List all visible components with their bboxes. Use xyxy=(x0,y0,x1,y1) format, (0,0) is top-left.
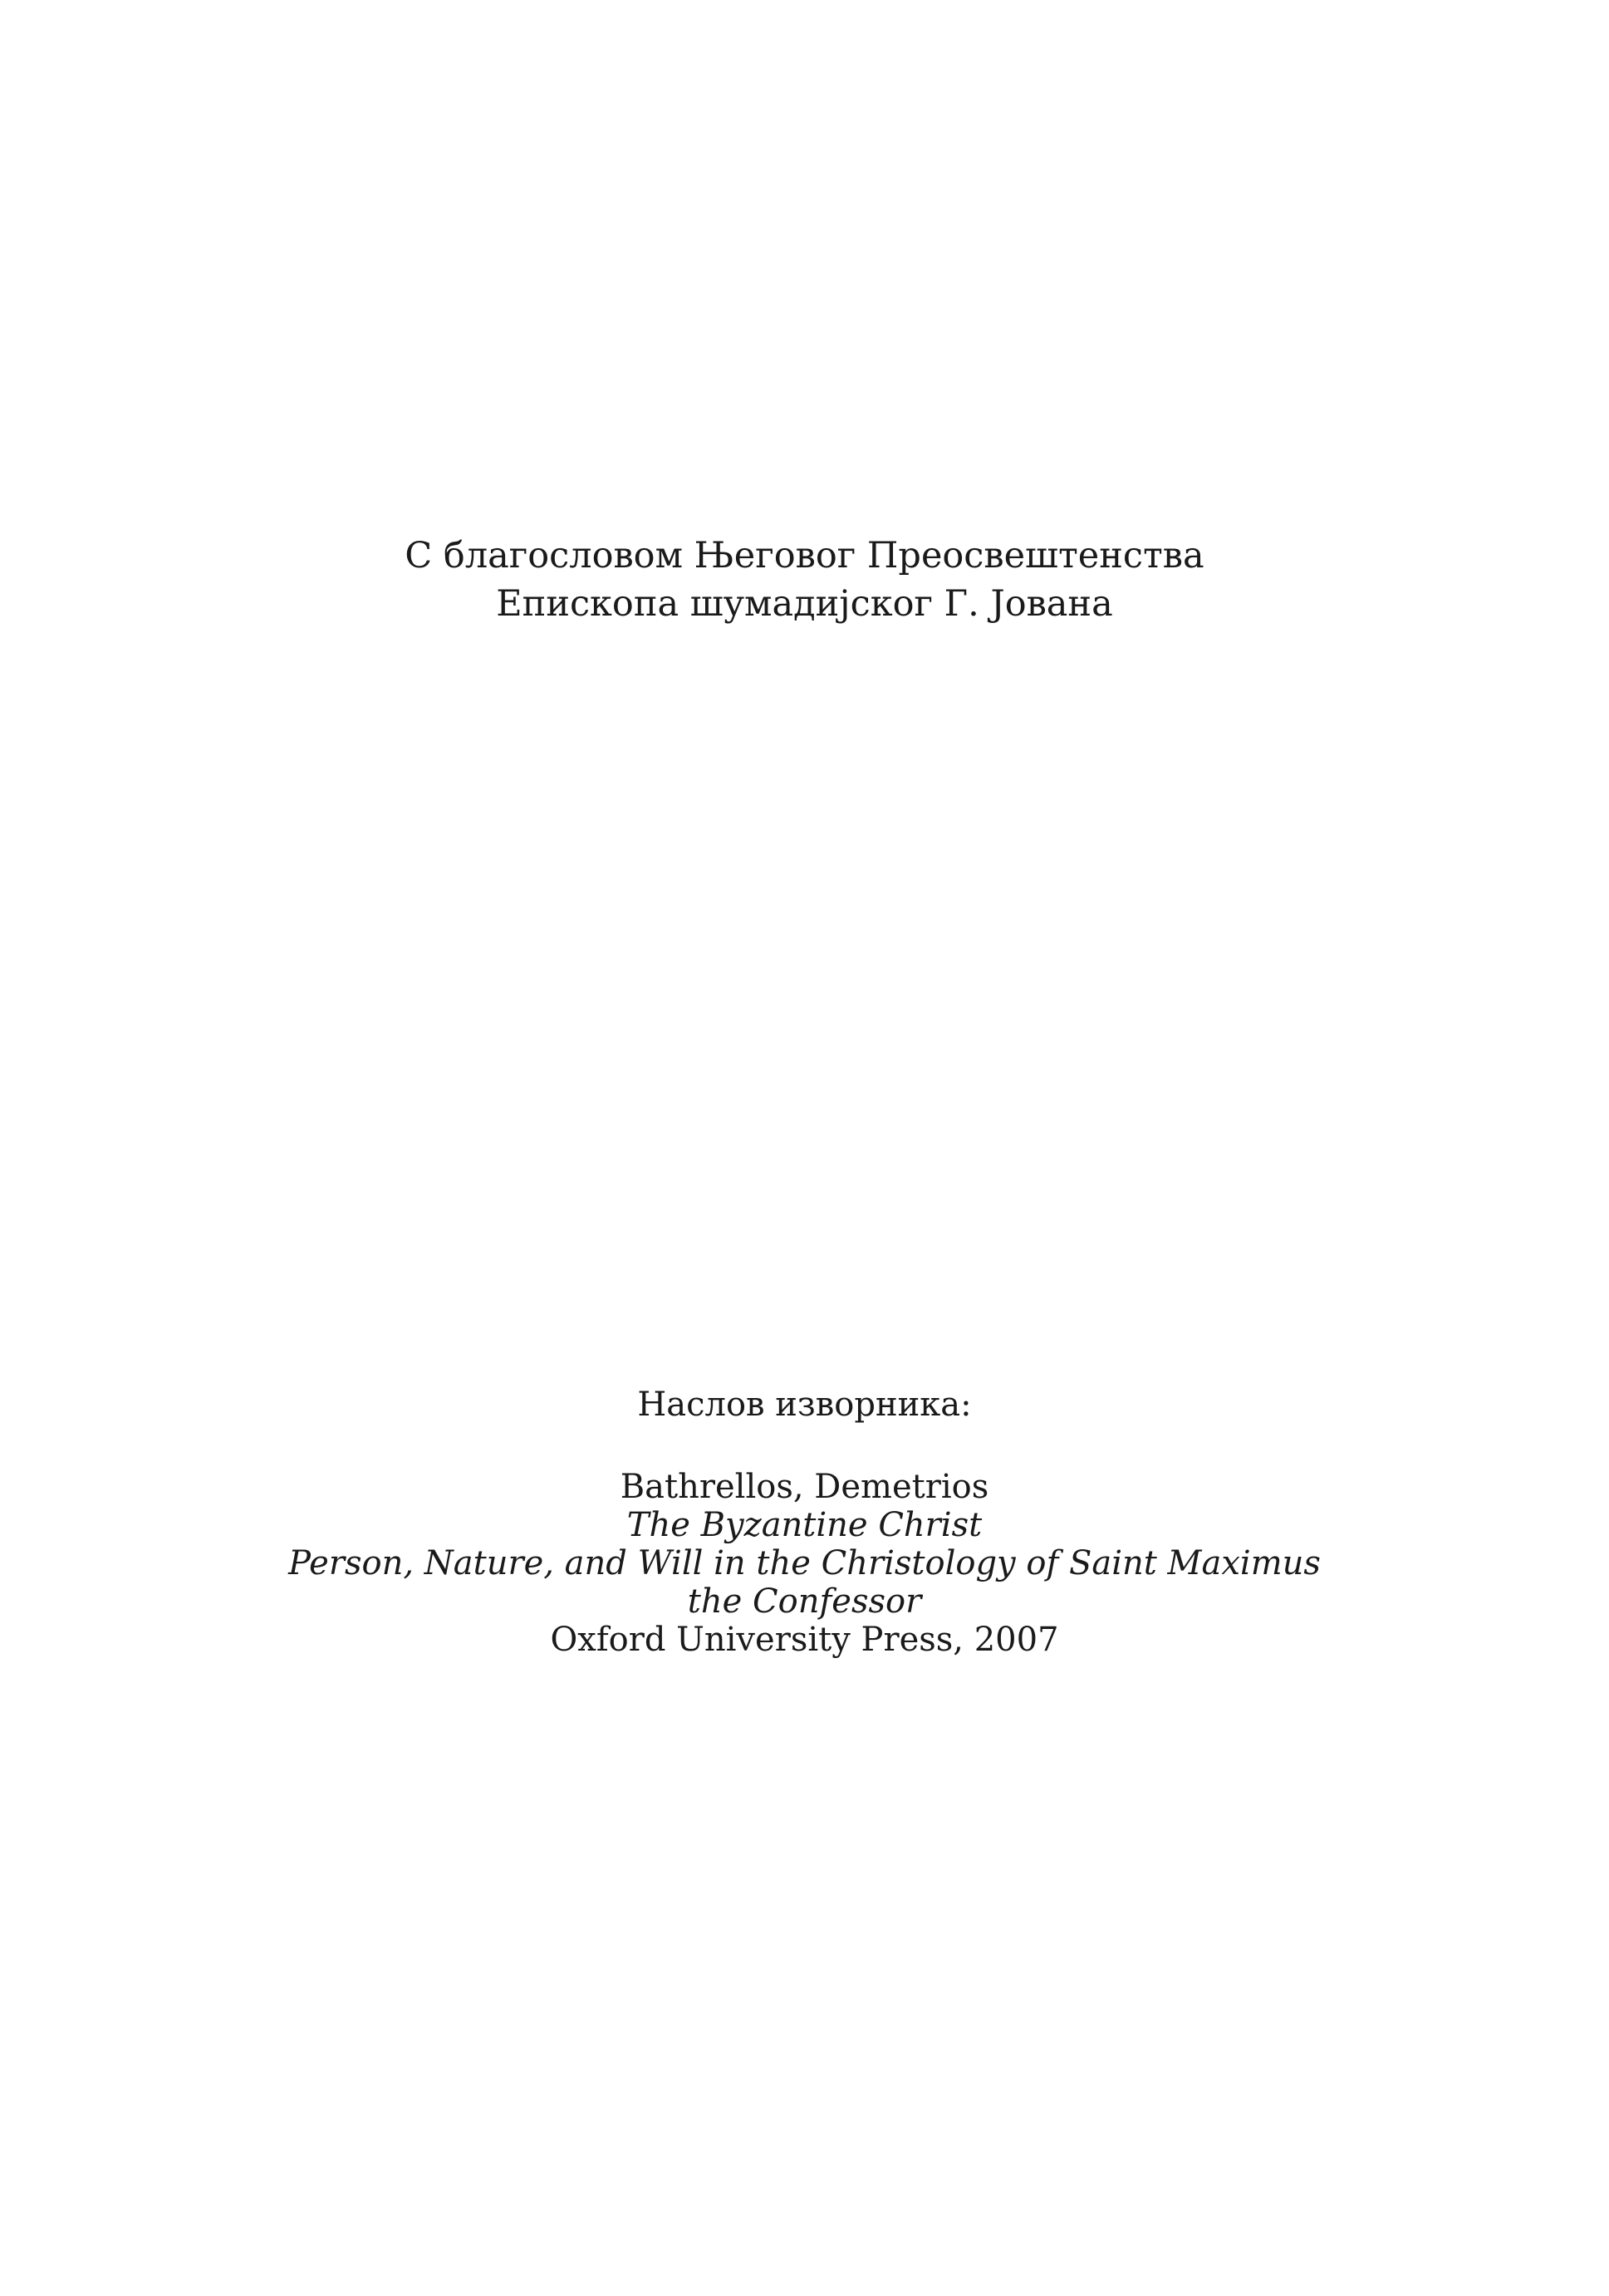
original-title: The Byzantine Christ xyxy=(626,1506,983,1544)
blessing-line-2: Епископа шумадијског Г. Јована xyxy=(496,583,1113,625)
original-source-heading: Наслов изворника: xyxy=(637,1386,972,1424)
original-source-block xyxy=(0,1383,1609,1659)
blessing-line-1: С благословом Његовог Преосвештенства xyxy=(405,535,1204,576)
blessing-block xyxy=(0,532,1609,628)
original-publisher: Oxford University Press, 2007 xyxy=(550,1621,1059,1659)
original-subtitle-line-2: the Confessor xyxy=(687,1582,922,1621)
original-subtitle-line-1: Person, Nature, and Will in the Christology of Saint Maximus xyxy=(288,1544,1321,1582)
original-author: Bathrellos, Demetrios xyxy=(620,1468,989,1506)
